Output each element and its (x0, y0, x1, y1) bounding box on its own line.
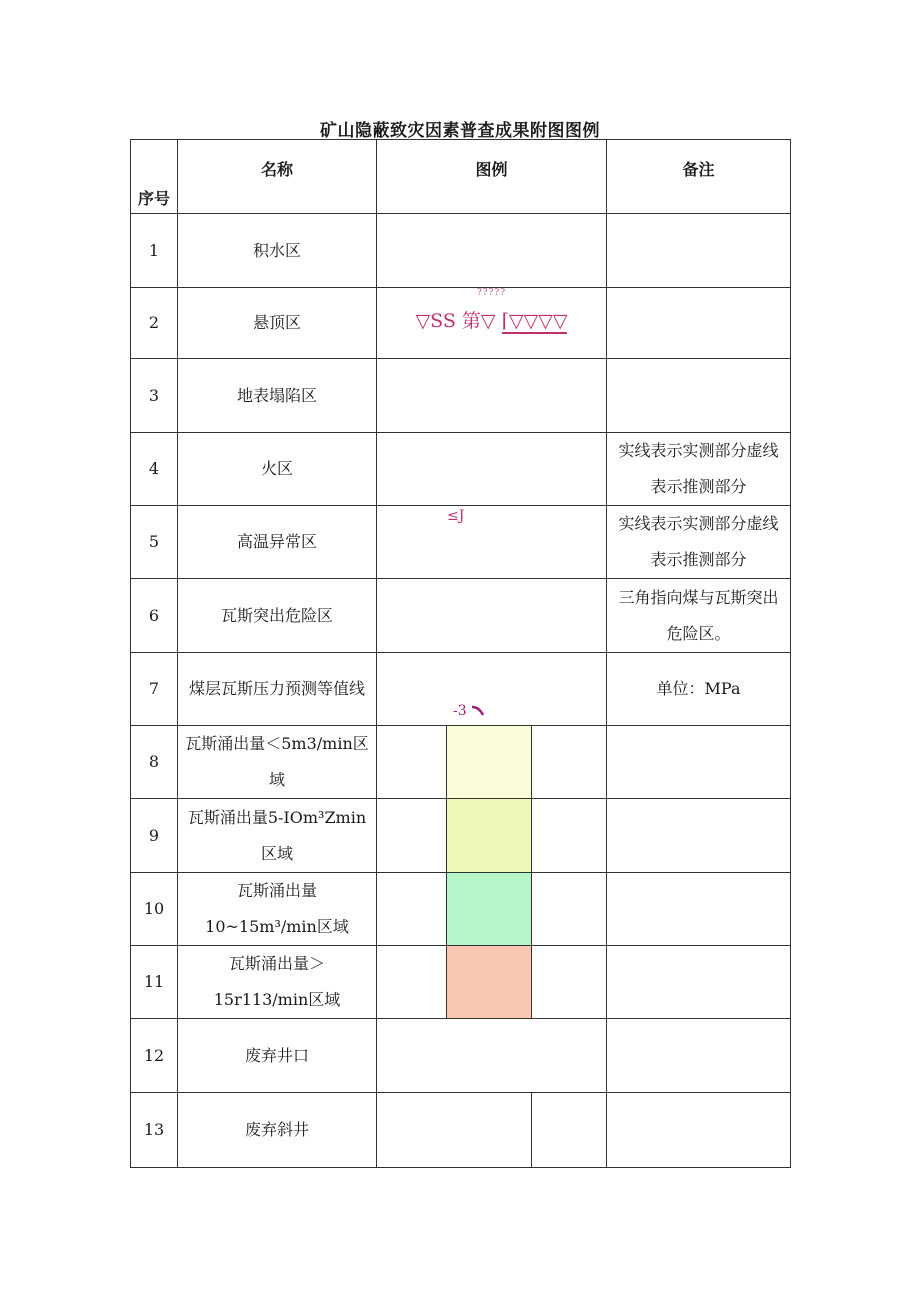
pressure-contour-symbol (453, 703, 485, 719)
contour-curve-icon (471, 705, 485, 717)
row-note: 单位：MPa (607, 653, 791, 726)
table-row (131, 1093, 791, 1168)
row-name: 悬顶区 (178, 288, 377, 359)
table-row (131, 506, 791, 579)
row-name: 瓦斯涌出量10~15m³∕min区域 (178, 873, 377, 946)
row-seq: 11 (131, 946, 178, 1019)
row-seq: 12 (131, 1019, 178, 1093)
row-symbol (377, 359, 607, 433)
row-note (607, 1019, 791, 1093)
row-note: 实线表示实测部分虚线表示推测部分 (607, 506, 791, 579)
table-header-row (131, 140, 791, 214)
row-symbol (377, 506, 607, 579)
table-row (131, 653, 791, 726)
row-seq: 9 (131, 799, 178, 873)
row-seq: 4 (131, 433, 178, 506)
header-note: 备注 (607, 140, 791, 214)
header-seq: 序号 (131, 140, 178, 214)
row-symbol-left (377, 799, 447, 873)
document-title: 矿山隐蔽致灾因素普查成果附图图例 (320, 121, 600, 141)
table-row (131, 726, 791, 799)
row-name: 煤层瓦斯压力预测等值线 (178, 653, 377, 726)
row-symbol-left (377, 873, 447, 946)
row-note (607, 288, 791, 359)
row-symbol-left (377, 1093, 532, 1168)
row-seq: 6 (131, 579, 178, 653)
table-row (131, 214, 791, 288)
row-note (607, 1093, 791, 1168)
row-symbol-right (532, 726, 607, 799)
row-note (607, 946, 791, 1019)
row-name: 瓦斯涌出量＜5m3∕min区域 (178, 726, 377, 799)
table-row (131, 288, 791, 359)
color-swatch (447, 726, 532, 799)
color-swatch (447, 873, 532, 946)
table-row (131, 799, 791, 873)
symbol-small-text: ????? (476, 288, 507, 298)
row-note (607, 873, 791, 946)
row-symbol-left (377, 726, 447, 799)
contour-value-label: -3 (453, 703, 467, 719)
row-seq: 10 (131, 873, 178, 946)
overhang-symbol-a: ▽SS 第▽ (415, 310, 496, 332)
row-note: 三角指向煤与瓦斯突出危险区。 (607, 579, 791, 653)
row-name: 废弃斜井 (178, 1093, 377, 1168)
row-symbol (377, 433, 607, 506)
row-note (607, 726, 791, 799)
row-seq: 5 (131, 506, 178, 579)
row-name: 积水区 (178, 214, 377, 288)
row-symbol (377, 288, 607, 359)
table-row (131, 579, 791, 653)
table-row (131, 946, 791, 1019)
row-name: 瓦斯涌出量＞15r113∕min区域 (178, 946, 377, 1019)
row-name: 废弃井口 (178, 1019, 377, 1093)
row-symbol (377, 653, 607, 726)
row-seq: 7 (131, 653, 178, 726)
row-seq: 1 (131, 214, 178, 288)
row-note: 实线表示实测部分虚线表示推测部分 (607, 433, 791, 506)
row-name: 火区 (178, 433, 377, 506)
row-seq: 2 (131, 288, 178, 359)
row-name: 瓦斯涌出量5-IOm³Zmin区域 (178, 799, 377, 873)
row-seq: 13 (131, 1093, 178, 1168)
row-symbol-left (377, 946, 447, 1019)
row-symbol-right (532, 873, 607, 946)
row-name: 高温异常区 (178, 506, 377, 579)
row-seq: 8 (131, 726, 178, 799)
table-row (131, 359, 791, 433)
row-name: 瓦斯突出危险区 (178, 579, 377, 653)
table-row (131, 433, 791, 506)
legend-table (130, 139, 791, 1168)
overhang-symbol (377, 310, 606, 332)
row-note (607, 214, 791, 288)
overhang-symbol-b: ⌈▽▽▽▽ (501, 310, 568, 332)
row-note (607, 799, 791, 873)
color-swatch (447, 799, 532, 873)
color-swatch (447, 946, 532, 1019)
row-symbol-right (532, 946, 607, 1019)
row-symbol-right (532, 799, 607, 873)
table-row (131, 873, 791, 946)
row-symbol (377, 579, 607, 653)
high-temp-symbol: ≤J (447, 508, 465, 524)
row-symbol (377, 214, 607, 288)
row-symbol (377, 1019, 607, 1093)
header-name: 名称 (178, 140, 377, 214)
row-symbol-right (532, 1093, 607, 1168)
row-name: 地表塌陷区 (178, 359, 377, 433)
header-legend: 图例 (377, 140, 607, 214)
table-row (131, 1019, 791, 1093)
row-seq: 3 (131, 359, 178, 433)
row-note (607, 359, 791, 433)
